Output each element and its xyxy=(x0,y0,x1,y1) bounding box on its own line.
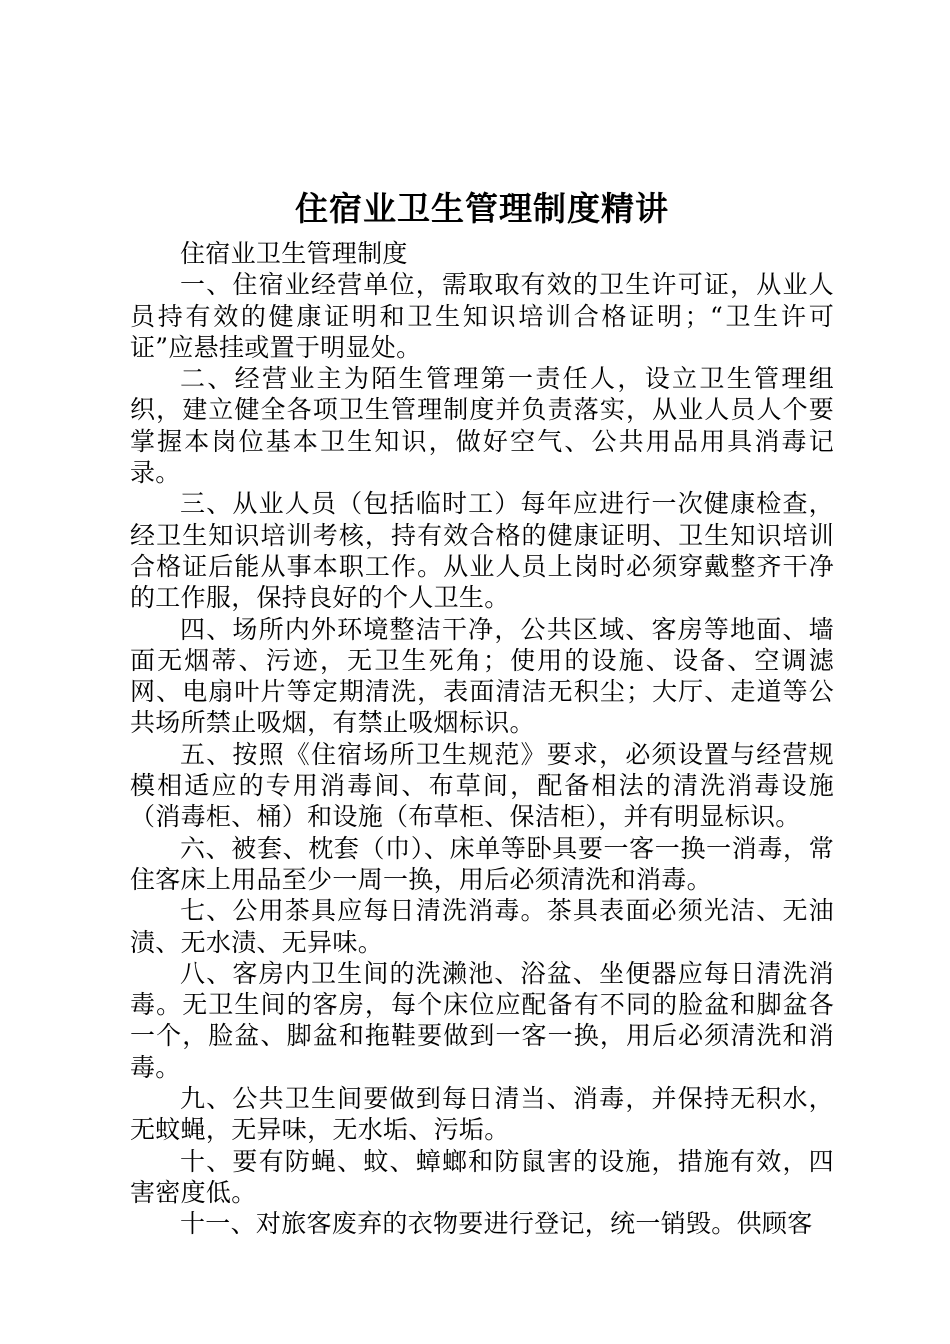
paragraph-8: 八、客房内卫生间的洗濑池、浴盆、坐便器应每日清洗消毒。无卫生间的客房，每个床位应配备有不同的脸盆和脚盆各一个，脸盆、脚盆和拖鞋要做到一客一换，用后必须清洗和消毒。 xyxy=(130,958,834,1082)
paragraph-9: 九、公共卫生间要做到每日清当、消毒，并保持无积水，无蚊蝇，无异味，无水垢、污垢。 xyxy=(130,1084,834,1145)
paragraph-2: 二、经营业主为陌生管理第一责任人，设立卫生管理组织，建立健全各项卫生管理制度并负责落实，从业人员人个要掌握本岗位基本卫生知识，做好空气、公共用品用具消毒记录。 xyxy=(130,364,834,488)
paragraph-11: 十一、对旅客废弃的衣物要进行登记，统一销毁。供顾客 xyxy=(180,1209,813,1239)
paragraph-3: 三、从业人员（包括临时工）每年应进行一次健康检查，经卫生知识培训考核，持有效合格的健康证明、卫生知识培训合格证后能从事本职工作。从业人员上岗时必须穿戴整齐干净的工作服，保持良好的个人卫生。 xyxy=(130,489,834,613)
paragraph-1: 一、住宿业经营单位，需取取有效的卫生许可证，从业人员持有效的健康证明和卫生知识培训合格证明；“卫生许可证”应悬挂或置于明显处。 xyxy=(130,270,834,362)
document-page xyxy=(130,186,834,1240)
paragraph-5: 五、按照《住宿场所卫生规范》要求，必须设置与经营规模相适应的专用消毒间、布草间，配备相法的清洗消毒设施（消毒柜、桶）和设施（布草柜、保洁柜），并有明显标识。 xyxy=(130,739,834,832)
paragraph-6: 六、被套、枕套（巾）、床单等卧具要一客一换一消毒，常住客床上用品至少一周一换，用后必须清洗和消毒。 xyxy=(130,833,834,894)
paragraph-10: 十、要有防蝇、蚊、蟑螂和防鼠害的设施，措施有效，四害密度低。 xyxy=(130,1146,834,1207)
paragraph-7: 七、公用茶具应每日清洗消毒。茶具表面必须光洁、无油渍、无水渍、无异味。 xyxy=(130,896,834,957)
paragraph-heading: 住宿业卫生管理制度 xyxy=(180,239,408,268)
paragraph-4: 四、场所内外环境整洁干净，公共区域、客房等地面、墙面无烟蒂、污迹，无卫生死角；使用的设施、设备、空调滤网、电扇叶片等定期清洗，表面清洁无积尘；大厅、走道等公共场所禁止吸烟，有禁止吸烟标识。 xyxy=(130,614,834,738)
document-title: 住宿业卫生管理制度精讲 xyxy=(295,189,669,228)
